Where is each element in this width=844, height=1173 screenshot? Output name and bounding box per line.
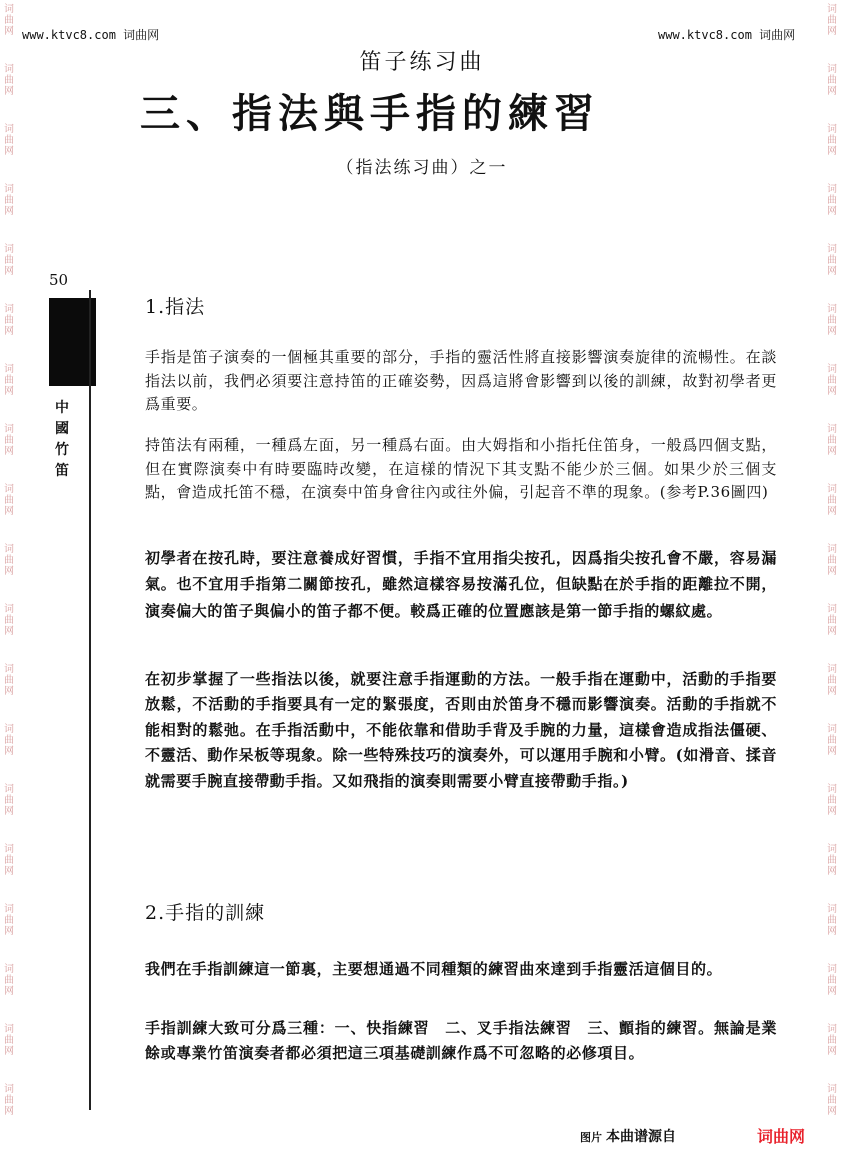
watermark-side-char: 网 [4,446,14,457]
watermark-side-char: 曲 [4,915,14,926]
watermark-side-char: 曲 [4,735,14,746]
watermark-side-char: 网 [827,326,837,337]
side-label-char: 竹 [55,442,69,458]
watermark-side-group [3,964,15,997]
source-note-prefix: 图片 [580,1131,602,1144]
watermark-side-char: 词 [4,184,14,195]
watermark-side-group [3,184,15,217]
watermark-side-char: 曲 [4,15,14,26]
watermark-side-char: 词 [827,964,837,975]
watermark-side-char: 网 [4,866,14,877]
watermark-side-group [3,724,15,757]
watermark-side-char: 网 [827,746,837,757]
watermark-side-char: 网 [4,266,14,277]
watermark-side-group [826,4,838,37]
watermark-side-group [826,724,838,757]
watermark-side-char: 曲 [827,495,837,506]
watermark-side-char: 曲 [827,615,837,626]
watermark-side-group [826,544,838,577]
watermark-side-char: 词 [4,484,14,495]
watermark-side-char: 词 [4,424,14,435]
watermark-side-char: 词 [4,64,14,75]
watermark-side-char: 曲 [827,855,837,866]
watermark-side-group [826,844,838,877]
watermark-side-char: 曲 [4,135,14,146]
watermark-side-char: 词 [827,364,837,375]
watermark-side-group [826,904,838,937]
watermark-side-char: 词 [827,844,837,855]
watermark-side-char: 曲 [4,315,14,326]
paragraph: 初學者在按孔時，要注意養成好習慣，手指不宜用指尖按孔，因爲指尖按孔會不嚴，容易漏氣。也不宜用手指第二關節按孔，雖然這樣容易按滿孔位，但缺點在於手指的距離拉不開，演奏偏大的笛子與偏小的笛子都不便。較爲正確的位置應該是第一節手指的螺紋處。 [145,549,777,620]
watermark-side-char: 曲 [827,1035,837,1046]
page-number: 50 [49,271,69,289]
watermark-top-right: www.ktvc8.com 词曲网 [658,28,796,42]
watermark-side-char: 曲 [4,435,14,446]
watermark-side-char: 曲 [4,375,14,386]
watermark-side-char: 网 [827,86,837,97]
watermark-side-char: 词 [827,904,837,915]
watermark-side-char: 词 [827,544,837,555]
side-book-label [53,398,71,482]
watermark-side-char: 网 [827,506,837,517]
watermark-side-char: 曲 [827,75,837,86]
watermark-side-char: 网 [4,1106,14,1117]
watermark-side-char: 网 [4,566,14,577]
watermark-side-char: 网 [827,1106,837,1117]
watermark-side-char: 词 [4,604,14,615]
watermark-side-char: 词 [827,1024,837,1035]
watermark-side-char: 曲 [827,375,837,386]
watermark-side-char: 网 [827,266,837,277]
watermark-side-char: 词 [827,64,837,75]
chapter-title: 三、指法與手指的練習 [140,90,600,137]
watermark-side-group [3,844,15,877]
watermark-side-char: 词 [827,304,837,315]
watermark-side-char: 曲 [4,255,14,266]
watermark-side-char: 网 [4,746,14,757]
watermark-side-char: 曲 [4,555,14,566]
side-label-char: 中 [55,400,69,416]
watermark-side-char: 词 [4,304,14,315]
watermark-side-char: 网 [4,386,14,397]
watermark-side-char: 曲 [827,435,837,446]
watermark-side-char: 词 [4,844,14,855]
watermark-side-char: 词 [4,124,14,135]
watermark-side-char: 曲 [4,855,14,866]
watermark-side-char: 曲 [827,675,837,686]
watermark-side-char: 词 [4,4,14,15]
paragraph: 手指是笛子演奏的一個極其重要的部分，手指的靈活性將直接影響演奏旋律的流暢性。在談指法以前，我們必須要注意持笛的正確姿勢，因爲這將會影響到以後的訓練，故對初學者更爲重要。 [145,348,777,414]
watermark-side-group [826,364,838,397]
watermark-side-char: 曲 [4,795,14,806]
watermark-side-char: 曲 [827,795,837,806]
paragraph: 持笛法有兩種，一種爲左面，另一種爲右面。由大姆指和小指托住笛身，一般爲四個支點，但在實際演奏中有時要臨時改變，在這樣的情況下其支點不能少於三個。如果少於三個支點，會造成托笛不穩，在演奏中笛身會往內或往外偏，引起音不準的現象。(参考P.36圖四) [145,436,777,502]
watermark-side-char: 网 [827,866,837,877]
watermark-side-char: 网 [827,446,837,457]
watermark-side-group [3,604,15,637]
watermark-side-char: 词 [4,964,14,975]
watermark-side-char: 曲 [827,255,837,266]
watermark-side-group [826,484,838,517]
watermark-side-char: 网 [827,1046,837,1057]
watermark-side-char: 词 [827,424,837,435]
watermark-side-char: 网 [827,566,837,577]
margin-rule [89,290,91,1110]
watermark-side-group [3,364,15,397]
watermark-side-char: 网 [4,206,14,217]
section-heading-fingering: 1.指法 [145,296,206,318]
paragraph: 手指訓練大致可分爲三種：一、快指練習 二、叉手指法練習 三、顫指的練習。無論是業餘或專業竹笛演奏者都必須把這三項基礎訓練作爲不可忽略的必修項目。 [145,1019,777,1062]
watermark-side-char: 曲 [827,135,837,146]
watermark-side-group [3,244,15,277]
side-label-char: 笛 [55,463,69,479]
side-label-char: 國 [55,421,69,437]
watermark-side-group [826,964,838,997]
watermark-side-char: 词 [827,124,837,135]
watermark-side-group [3,544,15,577]
watermark-side-char: 网 [827,926,837,937]
watermark-side-char: 网 [4,86,14,97]
watermark-side-char: 网 [827,386,837,397]
watermark-side-char: 词 [4,244,14,255]
watermark-side-group [3,424,15,457]
watermark-side-char: 词 [827,484,837,495]
watermark-side-group [3,484,15,517]
watermark-side-char: 网 [4,686,14,697]
paragraph: 在初步掌握了一些指法以後，就要注意手指運動的方法。一般手指在運動中，活動的手指要放鬆，不活動的手指要具有一定的緊張度，否則由於笛身不穩而影響演奏。活動的手指就不能相對的鬆弛。在手指活動中，不能依靠和借助手背及手腕的力量，這樣會造成指法僵硬、不靈活、動作呆板等現象。除一些特殊技巧的演奏外，可以運用手腕和小臂。(如滑音、揉音就需要手腕直接帶動手指。又如飛指的演奏則需要小臂直接帶動手指。) [145,670,777,790]
watermark-side-char: 曲 [4,195,14,206]
watermark-side-char: 词 [827,184,837,195]
watermark-side-group [826,184,838,217]
paragraph: 我們在手指訓練這一節裏，主要想通過不同種類的練習曲來達到手指靈活這個目的。 [145,960,723,978]
watermark-side-group [826,784,838,817]
watermark-side-char: 词 [4,784,14,795]
watermark-side-char: 网 [4,146,14,157]
watermark-side-char: 网 [827,26,837,37]
watermark-side-char: 词 [827,664,837,675]
watermark-top-left: www.ktvc8.com 词曲网 [22,28,160,42]
watermark-side-char: 词 [4,1024,14,1035]
watermark-side-char: 词 [827,244,837,255]
watermark-side-char: 网 [827,626,837,637]
watermark-side-char: 网 [4,806,14,817]
watermark-side-char: 词 [827,784,837,795]
source-note-text: 本曲谱源自 [606,1129,676,1145]
watermark-side-char: 曲 [827,975,837,986]
watermark-side-group [826,1024,838,1057]
watermark-side-group [3,1024,15,1057]
watermark-side-group [826,244,838,277]
watermark-side-char: 网 [4,26,14,37]
watermark-side-group [3,1084,15,1117]
watermark-side-char: 词 [4,904,14,915]
watermark-side-char: 曲 [4,615,14,626]
watermark-side-group [826,304,838,337]
watermark-side-char: 词 [4,1084,14,1095]
watermark-side-char: 网 [827,806,837,817]
watermark-side-char: 曲 [827,315,837,326]
watermark-side-char: 曲 [4,1095,14,1106]
watermark-side-group [3,304,15,337]
watermark-side-char: 网 [4,986,14,997]
watermark-side-char: 网 [827,206,837,217]
watermark-side-char: 曲 [827,195,837,206]
source-note [580,1126,676,1146]
watermark-side-char: 词 [4,664,14,675]
watermark-side-char: 曲 [827,915,837,926]
watermark-side-char: 曲 [4,675,14,686]
section-heading-finger-training: 2.手指的訓練 [145,902,266,924]
watermark-side-char: 曲 [827,1095,837,1106]
chapter-subtitle: （指法练习曲）之一 [336,158,508,178]
watermark-side-char: 网 [4,626,14,637]
watermark-side-char: 网 [827,686,837,697]
watermark-side-char: 网 [4,506,14,517]
watermark-side-char: 曲 [827,555,837,566]
watermark-side-char: 网 [4,1046,14,1057]
watermark-side-char: 曲 [4,1035,14,1046]
watermark-side-group [3,4,15,37]
watermark-side-group [3,784,15,817]
watermark-side-char: 词 [4,364,14,375]
watermark-side-group [826,1084,838,1117]
watermark-side-char: 曲 [4,495,14,506]
watermark-side-group [826,604,838,637]
watermark-side-char: 曲 [827,15,837,26]
site-brand-link[interactable]: 词曲网 [757,1127,806,1146]
watermark-side-char: 曲 [4,975,14,986]
watermark-side-char: 曲 [827,735,837,746]
watermark-side-char: 词 [827,724,837,735]
watermark-side-char: 词 [4,544,14,555]
watermark-side-char: 网 [827,986,837,997]
watermark-side-group [3,904,15,937]
watermark-side-group [826,664,838,697]
watermark-side-char: 曲 [4,75,14,86]
watermark-side-group [826,424,838,457]
watermark-side-char: 网 [827,146,837,157]
watermark-side-char: 词 [4,724,14,735]
watermark-side-char: 网 [4,926,14,937]
watermark-side-char: 词 [827,1084,837,1095]
watermark-side-char: 词 [827,4,837,15]
watermark-side-char: 网 [4,326,14,337]
watermark-side-group [3,664,15,697]
watermark-side-char: 词 [827,604,837,615]
book-title: 笛子练习曲 [359,50,485,75]
